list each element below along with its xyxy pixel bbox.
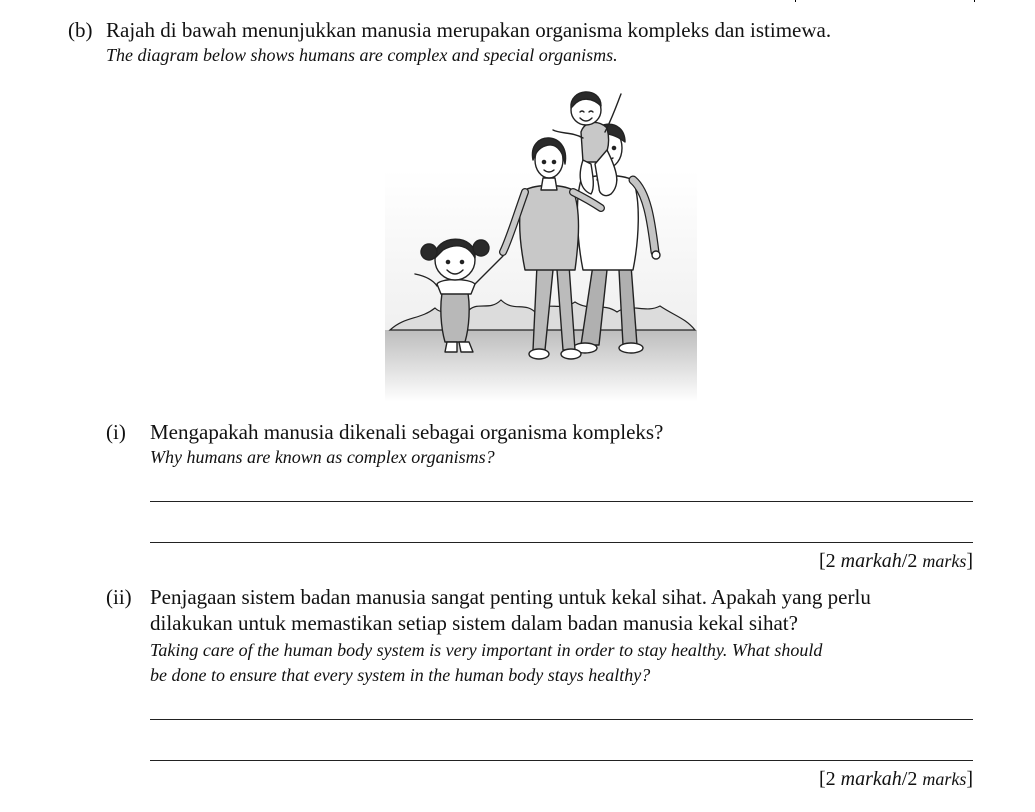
marks-english: 2 marks — [907, 550, 967, 572]
answer-line-i-2[interactable] — [150, 542, 973, 543]
page-top-border — [795, 0, 975, 2]
part-b-text-malay: Rajah di bawah menunjukkan manusia merupakan organisma kompleks dan istimewa. — [106, 18, 832, 42]
question-ii-text-english-line-2: be done to ensure that every system in the human body stays healthy? — [150, 665, 651, 685]
question-i-label: (i) — [106, 420, 126, 444]
answer-line-ii-1[interactable] — [150, 719, 973, 720]
marks-malay: 2 markah — [825, 550, 902, 572]
question-i-text-english: Why humans are known as complex organisms? — [150, 447, 495, 467]
question-ii-text-english-line-1: Taking care of the human body system is very important in order to stay healthy. What should — [150, 640, 823, 660]
part-b-text-english: The diagram below shows humans are complex and special organisms. — [106, 45, 618, 65]
question-ii-text-malay-line-1: Penjagaan sistem badan manusia sangat penting untuk kekal sihat. Apakah yang perlu — [150, 585, 871, 609]
answer-line-i-1[interactable] — [150, 501, 973, 502]
answer-line-ii-2[interactable] — [150, 760, 973, 761]
question-i-marks: [2 markah/2 marks] — [818, 550, 973, 572]
question-ii-label: (ii) — [106, 585, 132, 609]
marks-malay: 2 markah — [825, 768, 902, 790]
question-ii-text-malay-line-2: dilakukan untuk memastikan setiap sistem dalam badan manusia kekal sihat? — [150, 611, 798, 635]
part-b-label: (b) — [68, 18, 93, 42]
family-illustration — [385, 80, 697, 402]
question-i-text-malay: Mengapakah manusia dikenali sebagai organisma kompleks? — [150, 420, 664, 444]
question-ii-marks: [2 markah/2 marks] — [818, 768, 973, 790]
marks-english: 2 marks — [907, 768, 967, 790]
